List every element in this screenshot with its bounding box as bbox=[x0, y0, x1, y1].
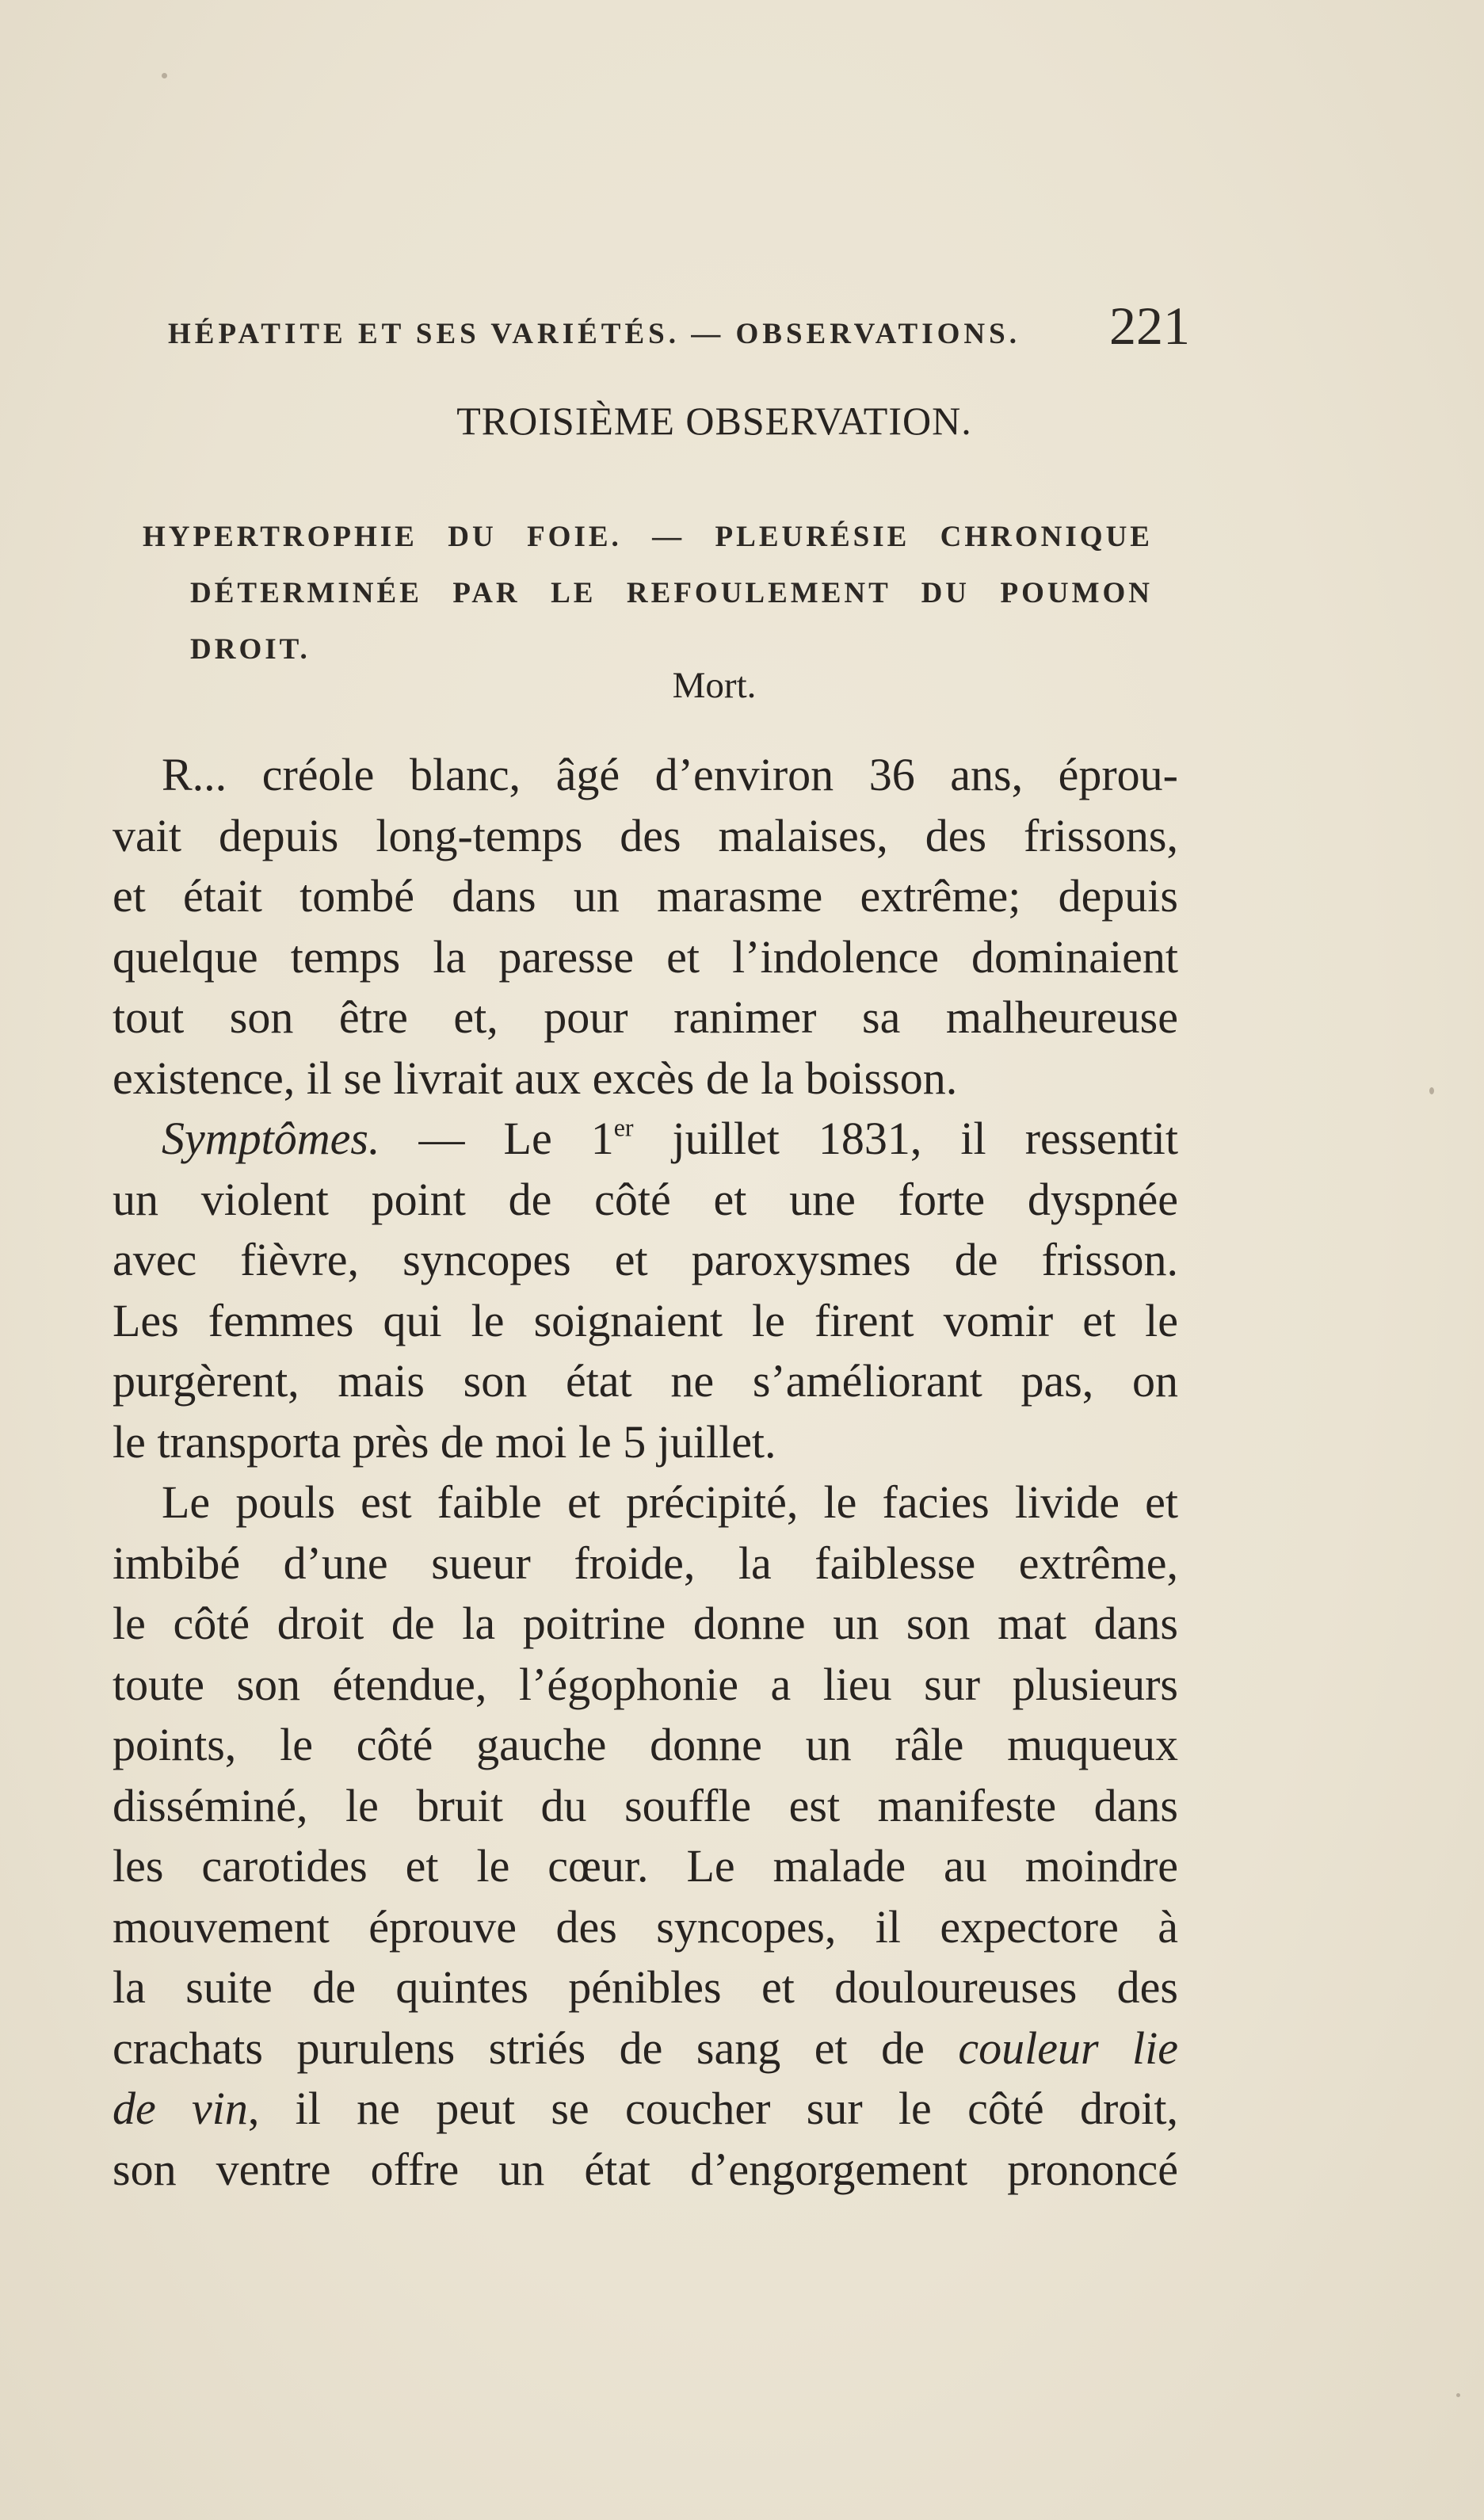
text-line: existence, il se livrait aux excès de la boisson. bbox=[113, 1052, 958, 1104]
text-line: toute son étendue, l’égophonie a lieu sur plusieurs bbox=[113, 1658, 1178, 1710]
text-line: vait depuis long-temps des malaises, des frissons, bbox=[113, 809, 1178, 861]
text-line: quelque temps la paresse et l’indolence dominaient bbox=[113, 930, 1178, 983]
subtitle-line: HYPERTROPHIE DU FOIE. — PLEURÉSIE CHRONIQUE bbox=[143, 521, 1153, 553]
text-line: imbibé d’une sueur froide, la faiblesse extrême, bbox=[113, 1537, 1178, 1589]
text-line: la suite de quintes pénibles et douloureuses des bbox=[113, 1961, 1178, 2013]
text-line: mouvement éprouve des syncopes, il expectore à bbox=[113, 1900, 1178, 1953]
superscript: er bbox=[613, 1113, 634, 1142]
paper-speck bbox=[162, 73, 167, 78]
text-line: le transporta près de moi le 5 juillet. bbox=[113, 1415, 776, 1468]
running-head-text: HÉPATITE ET SES VARIÉTÉS. — OBSERVATIONS. bbox=[168, 318, 1020, 350]
outcome-text: Mort. bbox=[672, 665, 757, 706]
text-line: purgèrent, mais son état ne s’améliorant pas, on bbox=[113, 1355, 1178, 1407]
text-line bbox=[113, 2079, 1178, 2140]
text-line: avec fièvre, syncopes et paroxysmes de frisson. bbox=[113, 1234, 1178, 1285]
text-fragment: crachats purulens striés de sang et de bbox=[113, 2022, 959, 2074]
body-text bbox=[113, 745, 1178, 2200]
running-head bbox=[168, 295, 1190, 366]
observation-subtitle bbox=[143, 509, 1165, 678]
observation-title bbox=[0, 398, 1484, 444]
text-line bbox=[113, 1109, 1178, 1170]
text-line: le côté droit de la poitrine donne un son mat dans bbox=[113, 1598, 1178, 1649]
text-line bbox=[113, 2018, 1178, 2079]
text-fragment: — Le 1 bbox=[380, 1113, 614, 1164]
text-line: points, le côté gauche donne un râle muqueux bbox=[113, 1719, 1178, 1770]
text-line: R... créole blanc, âgé d’environ 36 ans, éprou- bbox=[162, 749, 1178, 800]
text-line: tout son être et, pour ranimer sa malheureuse bbox=[113, 991, 1178, 1043]
subtitle-line: DROIT. bbox=[190, 633, 311, 666]
italic-fragment: de vin bbox=[113, 2083, 248, 2134]
text-fragment: juillet 1831, il ressentit bbox=[633, 1113, 1178, 1164]
text-line: et était tombé dans un marasme extrême; depuis bbox=[113, 870, 1178, 922]
text-line: disséminé, le bruit du souffle est manifeste dans bbox=[113, 1779, 1178, 1831]
paper-speck bbox=[1429, 1087, 1434, 1094]
paper-speck bbox=[1456, 2393, 1460, 2397]
text-line: les carotides et le cœur. Le malade au moindre bbox=[113, 1840, 1178, 1892]
text-line: Les femmes qui le soignaient le firent vomir et le bbox=[113, 1294, 1178, 1346]
text-line: son ventre offre un état d’engorgement prononcé bbox=[113, 2143, 1178, 2195]
outcome bbox=[0, 664, 1484, 707]
observation-title-text: TROISIÈME OBSERVATION. bbox=[456, 399, 972, 443]
text-line: un violent point de côté et une forte dyspnée bbox=[113, 1173, 1178, 1225]
subtitle-line: DÉTERMINÉE PAR LE REFOULEMENT DU POUMON bbox=[190, 577, 1153, 609]
text-fragment: , il ne peut se coucher sur le côté droit, bbox=[247, 2083, 1178, 2134]
text-line: Le pouls est faible et précipité, le facies livide et bbox=[162, 1476, 1178, 1528]
italic-fragment: couleur lie bbox=[958, 2022, 1178, 2074]
page-number: 221 bbox=[1109, 296, 1190, 356]
section-lead: Symptômes. bbox=[162, 1113, 380, 1164]
